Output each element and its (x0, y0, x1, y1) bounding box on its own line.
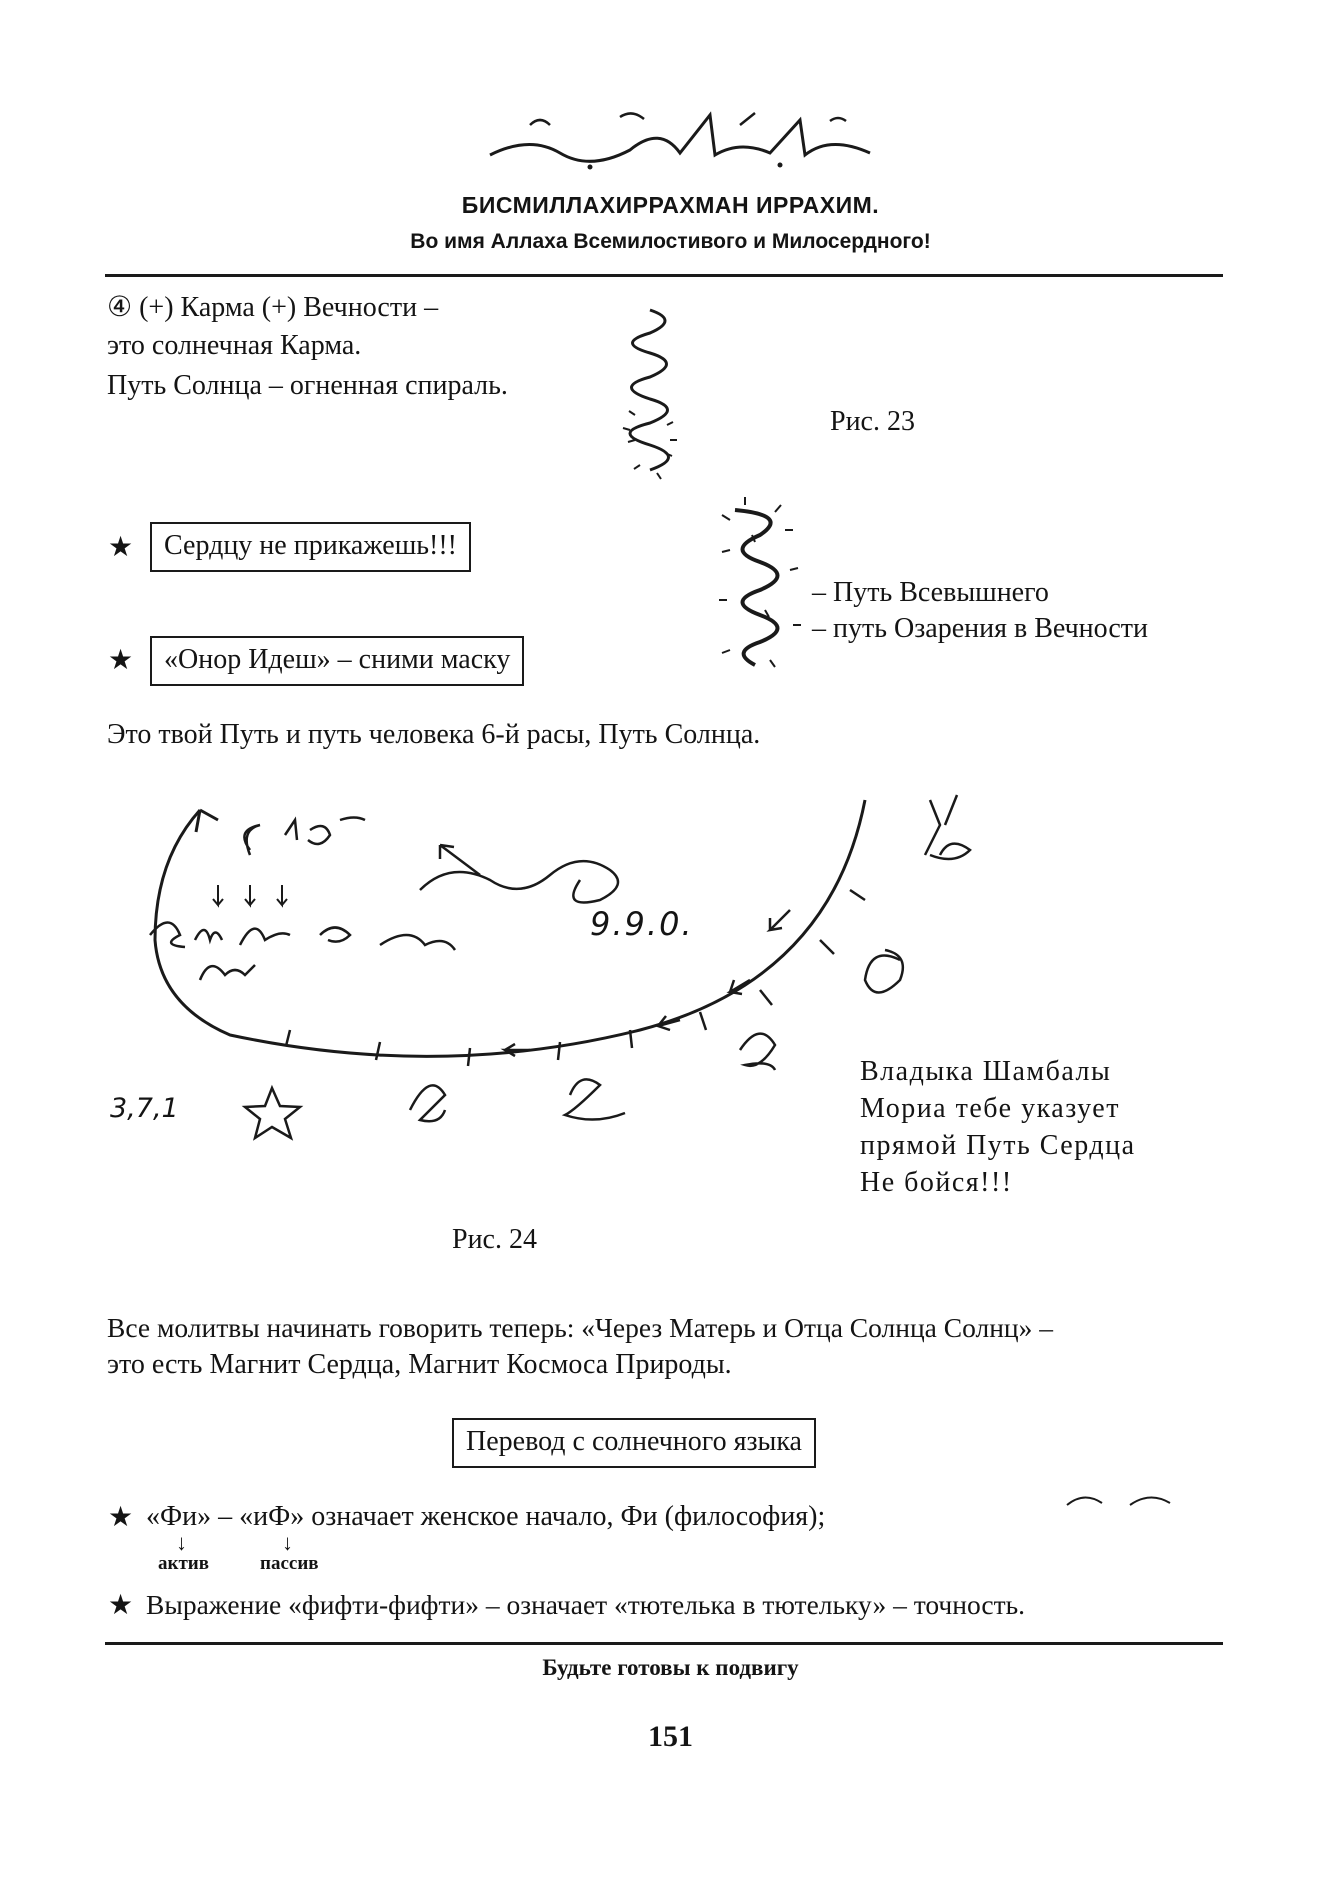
page-number: 151 (648, 1720, 693, 1753)
fi-definition: «Фи» – «иФ» означает женское начало, Фи (философия); (146, 1501, 826, 1532)
sixth-race-sentence: Это твой Путь и путь человека 6-й расы, Путь Солнца. (107, 719, 761, 750)
karma-line-3: Путь Солнца – огненная спираль. (107, 370, 508, 401)
fig24-number-text: 3,7,1 (110, 1093, 179, 1124)
side-text-line: прямой Путь Сердца (860, 1130, 1136, 1161)
fig24-side-text (860, 1053, 1136, 1201)
passiv-label: пассив (260, 1553, 319, 1574)
star-icon: ★ (108, 645, 134, 676)
spiked-spiral-drawing (715, 500, 805, 670)
karma-line-1: ④ (+) Карма (+) Вечности – (107, 292, 439, 323)
fig24-dots-text: 9.9.0. (590, 905, 694, 943)
side-text-line: Не бойся!!! (860, 1167, 1013, 1198)
footer-rule (105, 1642, 1223, 1645)
star-icon: ★ (108, 1502, 134, 1533)
prayer-line-1: Все молитвы начинать говорить теперь: «Через Матерь и Отца Солнца Солнц» – (107, 1312, 1053, 1343)
star-icon: ★ (108, 1590, 134, 1621)
fig24-caption: Рис. 24 (452, 1224, 537, 1255)
star-icon: ★ (108, 532, 134, 563)
boxed-phrase-mask: «Онор Идеш» – сними маску (150, 636, 524, 686)
side-text-line: Владыка Шамбалы (860, 1056, 1112, 1087)
aktiv-label: актив (158, 1553, 209, 1574)
page-header-title: БИСМИЛЛАХИРРАХМАН ИРРАХИМ. (461, 192, 880, 218)
fifty-fifty-definition: Выражение «фифти-фифти» – означает «тютелька в тютельку» – точность. (146, 1589, 1026, 1620)
arabic-calligraphy (470, 95, 890, 175)
arrow-down-icon: ↓ (282, 1530, 293, 1555)
path-illumination-line: – путь Озарения в Вечности (812, 613, 1149, 644)
prayer-line-2: это есть Магнит Сердца, Магнит Космоса Природы. (107, 1349, 732, 1380)
karma-line-2: это солнечная Карма. (107, 330, 362, 361)
arc-mark-drawing (1062, 1491, 1182, 1511)
side-text-line: Мориа тебе указует (860, 1093, 1120, 1124)
calligraphy-drawing (470, 95, 890, 175)
footer-motto: Будьте готовы к подвигу (542, 1655, 799, 1680)
fire-spiral-drawing (595, 305, 685, 485)
boxed-phrase-heart: Сердцу не прикажешь!!! (150, 522, 471, 572)
path-supreme-line: – Путь Всевышнего (812, 577, 1049, 608)
fig23-caption: Рис. 23 (830, 406, 915, 437)
translation-heading: Перевод с солнечного языка (452, 1418, 816, 1468)
arrow-down-icon: ↓ (176, 1530, 187, 1555)
header-rule (105, 274, 1223, 277)
page-header-subtitle: Во имя Аллаха Всемилостивого и Милосердного! (410, 230, 931, 253)
